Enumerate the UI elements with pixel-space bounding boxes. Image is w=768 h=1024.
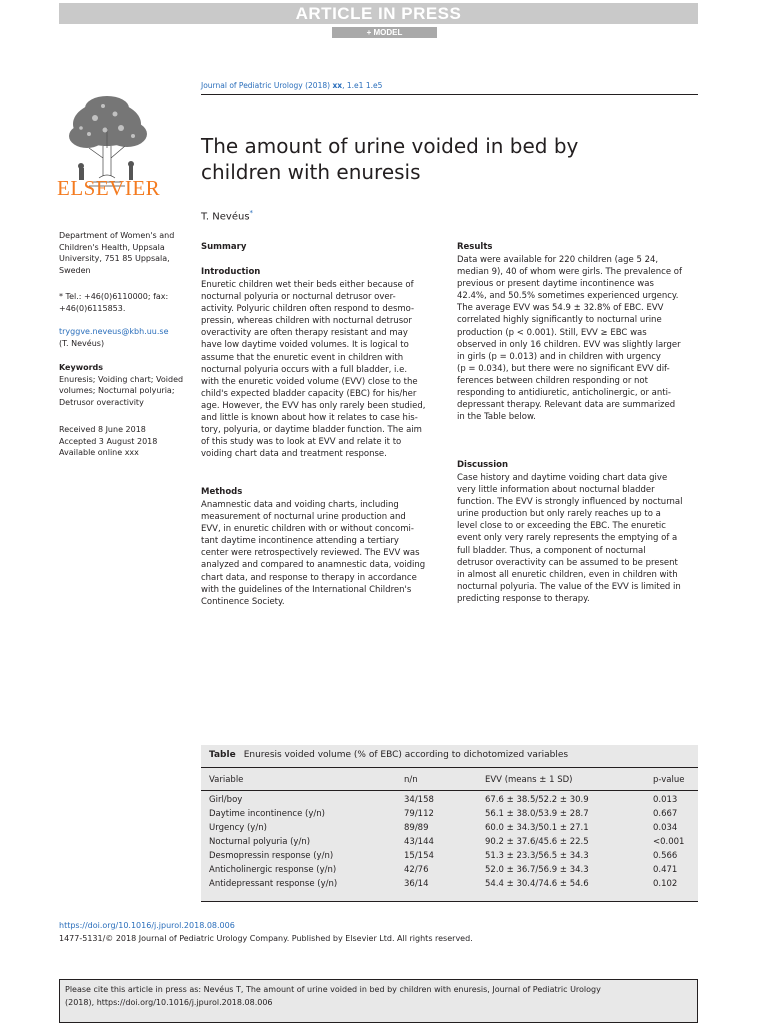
cell-p-value: 0.102 xyxy=(653,879,678,889)
text-line: voiding chart data and treatment response. xyxy=(201,449,387,460)
text-line: 42.4%, and 50.5% sometimes experienced urgency. xyxy=(457,291,679,302)
text-line: depressant therapy. Relevant data are summarized xyxy=(457,400,676,411)
text-line: child's expected bladder capacity (EBC) for his/her xyxy=(201,388,417,399)
text-line: age. However, the EVV has only rarely been studied, xyxy=(201,400,426,411)
citation-line: Please cite this article in press as: Nevéus T, The amount of urine voided in bed by children with enuresis, Journal of Pediatric Urology xyxy=(65,985,601,994)
cell-n: 43/144 xyxy=(404,837,434,847)
table-caption xyxy=(209,750,568,760)
cell-n: 89/89 xyxy=(404,823,429,833)
text-line: Enuretic children wet their beds either because of xyxy=(201,280,414,290)
cell-n: 15/154 xyxy=(404,851,434,861)
table-row xyxy=(201,795,698,809)
text-line: EVV, in enuretic children with or without concomi- xyxy=(201,524,414,535)
text-line: production (p < 0.001). Still, EVV ≥ EBC was xyxy=(457,327,647,338)
methods-heading: Methods xyxy=(201,487,243,497)
column-header-p-value: p-value xyxy=(653,775,685,785)
text-line: ferences between children responding or not xyxy=(457,375,648,386)
keywords-line: Detrusor overactivity xyxy=(59,397,144,407)
journal-reference-volume: xx xyxy=(332,81,343,90)
text-line: correlated highly significantly to nocturnal urine xyxy=(457,315,662,326)
text-line: nocturnal polyuria occurs with a full bladder, i.e. xyxy=(201,364,408,375)
text-line: (p = 0.034), but there were no significant EVV dif- xyxy=(457,363,670,374)
cell-variable: Desmopressin response (y/n) xyxy=(209,851,334,861)
text-line: in the Table below. xyxy=(457,412,536,423)
copyright-line: 1477-5131/© 2018 Journal of Pediatric Urology Company. Published by Elsevier Ltd. All rights reserved. xyxy=(59,934,473,943)
keywords-line: Enuresis; Voiding chart; Voided xyxy=(59,374,184,384)
article-dates xyxy=(59,424,189,459)
table-row xyxy=(201,823,698,837)
cell-variable: Girl/boy xyxy=(209,795,243,805)
text-line: have low daytime voided volumes. It is logical to xyxy=(201,340,409,351)
methods-text xyxy=(201,499,441,608)
text-line: observed in only 16 children. EVV was slightly larger xyxy=(457,339,681,350)
affiliation xyxy=(59,230,189,276)
table-row xyxy=(201,879,698,893)
doi-link[interactable]: https://doi.org/10.1016/j.jpurol.2018.08.006 xyxy=(59,921,235,930)
cell-evv: 56.1 ± 38.0/53.9 ± 28.7 xyxy=(485,809,589,819)
text-line: function. The EVV is strongly influenced by nocturnal xyxy=(457,497,683,508)
text-line: Continence Society. xyxy=(201,596,285,607)
discussion-heading: Discussion xyxy=(457,460,509,470)
affiliation-line: University, 751 85 Uppsala, xyxy=(59,254,170,263)
text-line: in girls (p = 0.013) and in children with urgency xyxy=(457,351,661,362)
text-line: urine production but only rarely reaches up to a xyxy=(457,509,661,520)
table-label: Table xyxy=(209,750,236,760)
accepted-date: Accepted 3 August 2018 xyxy=(59,436,158,446)
text-line: nocturnal polyuria or nocturnal detrusor over- xyxy=(201,292,396,303)
journal-reference-pages: , 1.e1 1.e5 xyxy=(342,81,383,90)
results-heading: Results xyxy=(457,242,493,252)
email-link[interactable]: tryggve.neveus@kbh.uu.se xyxy=(59,327,169,336)
discussion-text xyxy=(457,472,699,605)
citation-line: (2018), https://doi.org/10.1016/j.jpurol.2018.08.006 xyxy=(65,997,273,1007)
cell-n: 42/76 xyxy=(404,865,429,875)
cell-evv: 51.3 ± 23.3/56.5 ± 34.3 xyxy=(485,851,589,861)
column-header-variable: Variable xyxy=(209,775,244,785)
contact-email xyxy=(59,326,189,349)
table-row xyxy=(201,837,698,851)
table-row xyxy=(201,851,698,865)
results-text xyxy=(457,254,699,423)
text-line: activity. Polyuric children often respond to desmo- xyxy=(201,304,415,315)
text-line: median 9), 40 of whom were girls. The prevalence of xyxy=(457,267,682,278)
table-caption-text: Enuresis voided volume (% of EBC) according to dichotomized variables xyxy=(243,750,569,760)
author-line xyxy=(201,209,253,222)
text-line: Anamnestic data and voiding charts, including xyxy=(201,500,399,510)
text-line: event only very rarely represents the emptying of a xyxy=(457,533,678,544)
text-line: The average EVV was 54.9 ± 32.8% of EBC. EVV xyxy=(457,303,664,314)
cell-evv: 54.4 ± 30.4/74.6 ± 54.6 xyxy=(485,879,589,889)
text-line: and little is known about how it relates to case his- xyxy=(201,413,418,424)
contact-phone xyxy=(59,291,189,314)
text-line: with the enuretic voided volume (EVV) close to the xyxy=(201,376,418,387)
citation-box xyxy=(59,979,698,1023)
cell-evv: 60.0 ± 34.3/50.1 ± 27.1 xyxy=(485,823,589,833)
cell-variable: Antidepressant response (y/n) xyxy=(209,879,338,889)
column-header-n: n/n xyxy=(404,775,418,785)
article-title xyxy=(201,133,681,185)
journal-reference-prefix: Journal of Pediatric Urology (2018) xyxy=(201,81,333,90)
column-header-evv: EVV (means ± 1 SD) xyxy=(485,775,573,785)
contact-phone-line: * Tel.: +46(0)6110000; fax: xyxy=(59,292,169,301)
text-line: analyzed and compared to anamnestic data, voiding xyxy=(201,560,426,571)
cell-evv: 90.2 ± 37.6/45.6 ± 22.5 xyxy=(485,837,589,847)
cell-variable: Daytime incontinence (y/n) xyxy=(209,809,325,819)
affiliation-line: Children's Health, Uppsala xyxy=(59,242,165,252)
cell-n: 36/14 xyxy=(404,879,429,889)
text-line: in almost all enuretic children, even in children with xyxy=(457,569,678,580)
summary-heading: Summary xyxy=(201,242,247,252)
contact-phone-line: +46(0)6115853. xyxy=(59,303,126,313)
text-line: level close to or exceeding the EBC. The enuretic xyxy=(457,521,666,532)
article-title-line: The amount of urine voided in bed by xyxy=(201,134,579,158)
cell-p-value: 0.667 xyxy=(653,809,678,819)
text-line: tant daytime incontinence attending a tertiary xyxy=(201,536,399,547)
text-line: responding to antidiuretic, anticholinergic, or anti- xyxy=(457,388,671,399)
cell-p-value: 0.013 xyxy=(653,795,678,805)
cell-p-value: 0.566 xyxy=(653,851,678,861)
affiliation-line: Sweden xyxy=(59,265,91,275)
text-line: very little information about nocturnal bladder xyxy=(457,485,655,496)
cell-evv: 67.6 ± 38.5/52.2 ± 30.9 xyxy=(485,795,589,805)
keywords xyxy=(59,362,189,408)
text-line: chart data, and response to therapy in accordance xyxy=(201,572,417,583)
cell-variable: Anticholinergic response (y/n) xyxy=(209,865,337,875)
text-line: Case history and daytime voiding chart data give xyxy=(457,473,668,483)
text-line: assume that the enuretic event in children with xyxy=(201,352,404,363)
cell-variable: Urgency (y/n) xyxy=(209,823,267,833)
cell-n: 34/158 xyxy=(404,795,434,805)
text-line: predicting response to therapy. xyxy=(457,593,590,604)
text-line: of this study was to look at EVV and relate it to xyxy=(201,437,402,448)
cell-p-value: <0.001 xyxy=(653,837,685,847)
header-rule xyxy=(201,94,698,95)
cell-variable: Nocturnal polyuria (y/n) xyxy=(209,837,311,847)
keywords-heading: Keywords xyxy=(59,363,104,372)
keywords-line: volumes; Nocturnal polyuria; xyxy=(59,386,175,395)
text-line: center were retrospectively reviewed. The EVV was xyxy=(201,548,420,559)
text-line: measurement of nocturnal urine production and xyxy=(201,512,406,523)
received-date: Received 8 June 2018 xyxy=(59,425,146,434)
text-line: tory, polyuria, or daytime bladder function. The aim xyxy=(201,425,422,436)
table-row xyxy=(201,865,698,879)
corresponding-author-mark[interactable]: * xyxy=(249,209,254,217)
model-tag: + MODEL xyxy=(332,27,437,38)
affiliation-line: Department of Women's and xyxy=(59,231,175,240)
article-title-line: children with enuresis xyxy=(201,160,421,184)
article-in-press-banner: ARTICLE IN PRESS xyxy=(59,3,698,24)
elsevier-wordmark: ELSEVIER xyxy=(57,176,161,200)
text-line: pressin, whereas children with nocturnal detrusor xyxy=(201,316,412,327)
author-name: T. Nevéus xyxy=(201,211,250,223)
text-line: overactivity are often therapy resistant and may xyxy=(201,328,408,339)
cell-p-value: 0.034 xyxy=(653,823,678,833)
email-owner: (T. Nevéus) xyxy=(59,338,105,348)
introduction-heading: Introduction xyxy=(201,267,261,277)
text-line: full bladder. Thus, a component of nocturnal xyxy=(457,545,646,556)
text-line: previous or present daytime incontinence was xyxy=(457,279,654,290)
table-header-rule xyxy=(201,790,698,791)
text-line: nocturnal polyuria. The value of the EVV is limited in xyxy=(457,581,681,592)
cell-p-value: 0.471 xyxy=(653,865,678,875)
text-line: with the guidelines of the International Children's xyxy=(201,584,412,595)
text-line: Data were available for 220 children (age 5 24, xyxy=(457,255,659,265)
available-online-date: Available online xxx xyxy=(59,448,139,457)
cell-evv: 52.0 ± 36.7/56.9 ± 34.3 xyxy=(485,865,589,875)
cell-n: 79/112 xyxy=(404,809,434,819)
text-line: detrusor overactivity can be assumed to be present xyxy=(457,557,678,568)
results-table xyxy=(201,745,698,902)
table-top-rule xyxy=(201,767,698,768)
introduction-text xyxy=(201,279,441,460)
journal-reference[interactable] xyxy=(201,81,382,90)
table-row xyxy=(201,809,698,823)
